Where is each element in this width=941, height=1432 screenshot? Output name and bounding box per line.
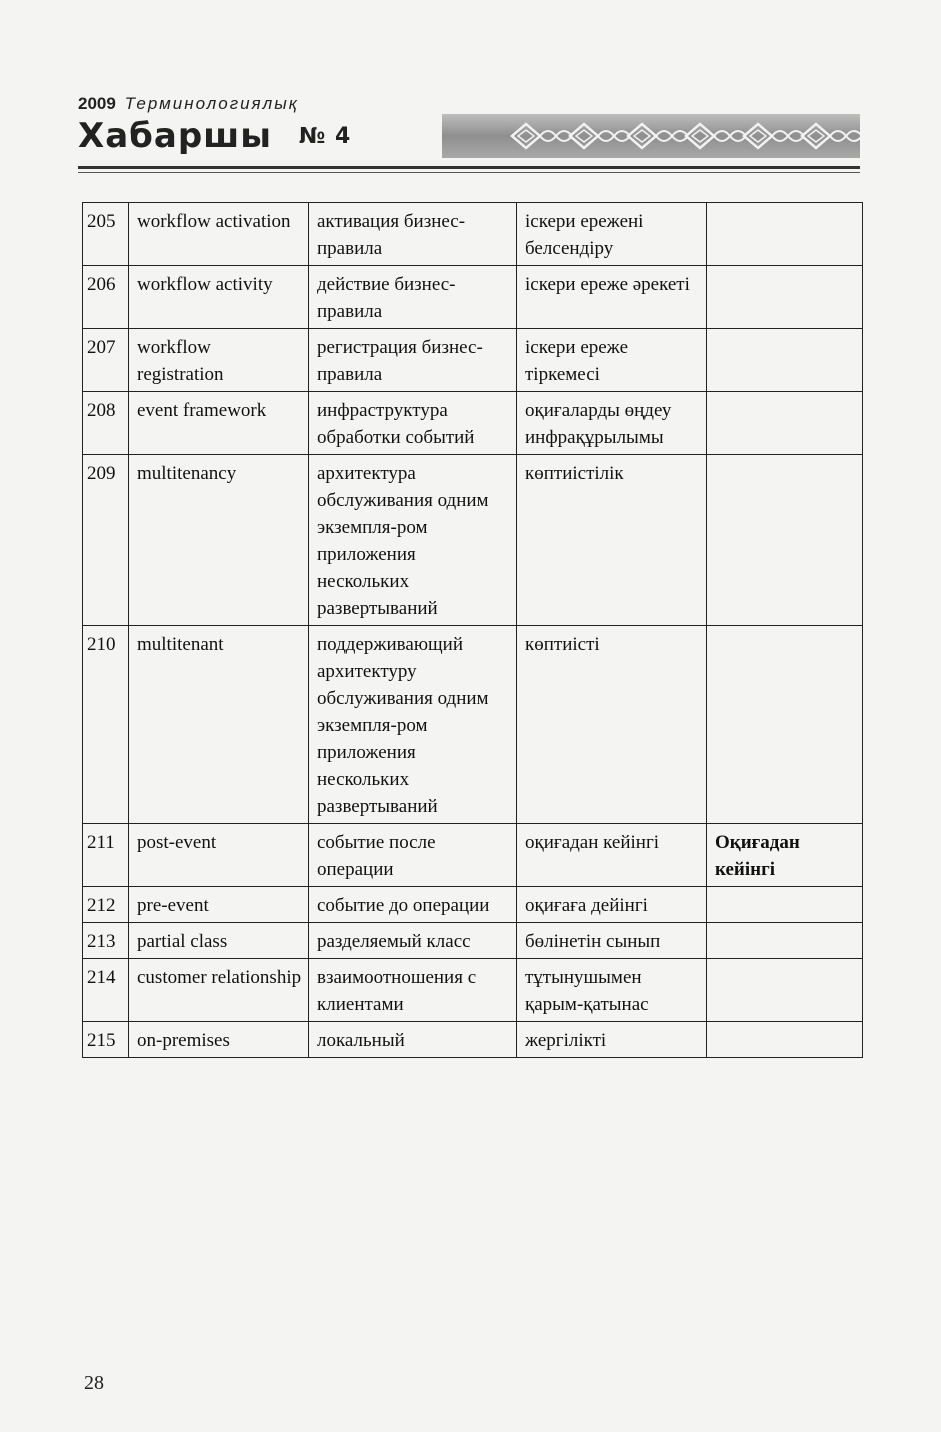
term-kazakh: іскери ереже тіркемесі [517, 329, 707, 392]
term-number: 212 [83, 887, 129, 923]
term-russian: активация бизнес-правила [309, 203, 517, 266]
terms-table-body [83, 203, 863, 1058]
header-subtitle-line [78, 94, 299, 114]
term-number: 215 [83, 1022, 129, 1058]
term-russian: локальный [309, 1022, 517, 1058]
journal-header [78, 94, 860, 180]
term-english: workflow activity [129, 266, 309, 329]
header-issue: № 4 [298, 124, 352, 149]
table-row [83, 329, 863, 392]
term-english: workflow activation [129, 203, 309, 266]
table-row [83, 1022, 863, 1058]
term-number: 213 [83, 923, 129, 959]
table-row [83, 266, 863, 329]
term-kazakh: оқиғадан кейінгі [517, 824, 707, 887]
term-kazakh-approved [707, 266, 863, 329]
table-row [83, 887, 863, 923]
term-english: event framework [129, 392, 309, 455]
term-kazakh: іскери ережені белсендіру [517, 203, 707, 266]
table-row [83, 626, 863, 824]
table-row [83, 392, 863, 455]
header-subtitle: Терминологиялық [124, 94, 299, 113]
term-russian: событие после операции [309, 824, 517, 887]
term-english: partial class [129, 923, 309, 959]
term-number: 205 [83, 203, 129, 266]
term-russian: инфраструктура обработки событий [309, 392, 517, 455]
term-kazakh-approved [707, 203, 863, 266]
header-rule-thin [78, 172, 860, 173]
table-row [83, 203, 863, 266]
term-number: 209 [83, 455, 129, 626]
header-title: Хабаршы [78, 116, 273, 156]
term-russian: поддерживающий архитектуру обслуживания одним экземпля-ром приложения нескольких развертываний [309, 626, 517, 824]
term-russian: событие до операции [309, 887, 517, 923]
term-number: 208 [83, 392, 129, 455]
term-kazakh: оқиғаға дейінгі [517, 887, 707, 923]
header-title-line [78, 116, 351, 156]
term-russian: архитектура обслуживания одним экземпля-ром приложения нескольких развертываний [309, 455, 517, 626]
term-kazakh-approved [707, 626, 863, 824]
term-number: 211 [83, 824, 129, 887]
term-english: customer relationship [129, 959, 309, 1022]
term-kazakh-approved [707, 1022, 863, 1058]
terms-table [82, 202, 863, 1058]
term-number: 207 [83, 329, 129, 392]
term-kazakh: көптиістілік [517, 455, 707, 626]
term-kazakh: іскери ереже әрекеті [517, 266, 707, 329]
table-row [83, 455, 863, 626]
term-kazakh: тұтынушымен қарым-қатынас [517, 959, 707, 1022]
term-number: 206 [83, 266, 129, 329]
term-number: 214 [83, 959, 129, 1022]
header-year: 2009 [78, 94, 116, 113]
term-kazakh: көптиісті [517, 626, 707, 824]
table-row [83, 824, 863, 887]
term-kazakh: бөлінетін сынып [517, 923, 707, 959]
ornament-band-icon [442, 114, 860, 158]
term-kazakh-approved [707, 329, 863, 392]
term-russian: регистрация бизнес-правила [309, 329, 517, 392]
term-kazakh-approved [707, 887, 863, 923]
term-english: workflow registration [129, 329, 309, 392]
term-number: 210 [83, 626, 129, 824]
term-russian: разделяемый класс [309, 923, 517, 959]
table-row [83, 923, 863, 959]
table-row [83, 959, 863, 1022]
page-number: 28 [84, 1372, 104, 1394]
term-kazakh-approved [707, 455, 863, 626]
term-kazakh-approved [707, 392, 863, 455]
term-english: post-event [129, 824, 309, 887]
term-russian: действие бизнес-правила [309, 266, 517, 329]
header-rule [78, 166, 860, 169]
term-kazakh-approved: Оқиғадан кейінгі [707, 824, 863, 887]
term-english: multitenant [129, 626, 309, 824]
term-kazakh: оқиғаларды өңдеу инфрақұрылымы [517, 392, 707, 455]
term-kazakh: жергілікті [517, 1022, 707, 1058]
term-english: on-premises [129, 1022, 309, 1058]
term-kazakh-approved [707, 959, 863, 1022]
term-english: multitenancy [129, 455, 309, 626]
term-kazakh-approved [707, 923, 863, 959]
term-english: pre-event [129, 887, 309, 923]
term-russian: взаимоотношения с клиентами [309, 959, 517, 1022]
